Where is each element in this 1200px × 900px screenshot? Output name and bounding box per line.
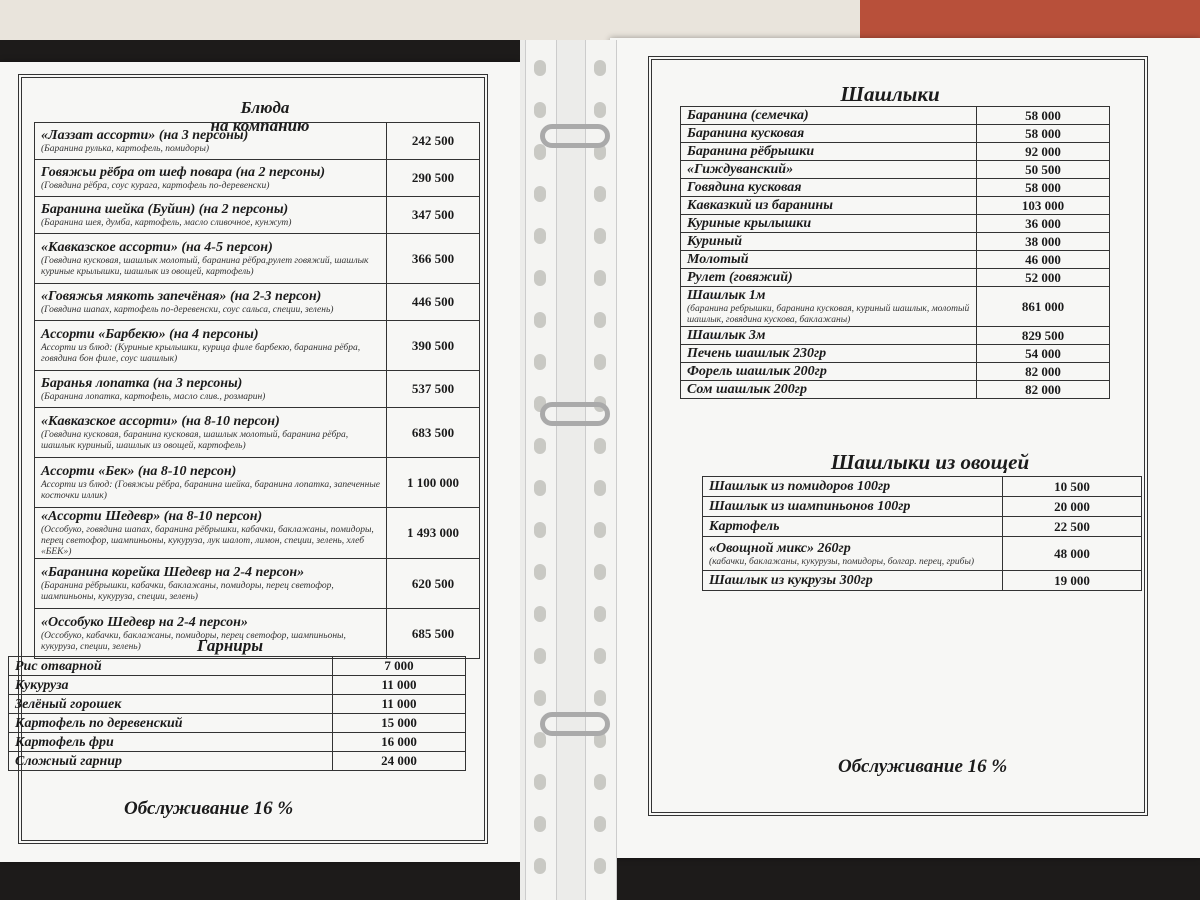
item-price: 50 500 — [977, 161, 1110, 179]
item-name: Картофель фри — [15, 734, 114, 750]
item-description: (Говядина рёбра, соус курага, картофель по-деревенски) — [41, 181, 270, 191]
punch-hole — [594, 354, 606, 370]
binder-ring — [540, 402, 610, 426]
veg-row — [703, 497, 1142, 517]
item-name: «Баранина корейка Шедевр на 2-4 персон» — [41, 565, 305, 580]
item-name: «Кавказское ассорти» (на 4-5 персон) — [41, 240, 273, 255]
punch-hole — [534, 606, 546, 622]
item-cell — [703, 497, 1003, 517]
kebab-row — [681, 345, 1110, 363]
punch-hole — [534, 732, 546, 748]
kebab-row — [681, 327, 1110, 345]
garnish-row — [9, 752, 466, 771]
item-name: Ассорти «Барбекю» (на 4 персоны) — [41, 327, 259, 342]
garnish-row — [9, 695, 466, 714]
punch-hole — [594, 522, 606, 538]
item-name: Баранина шейка (Буйин) (на 2 персоны) — [41, 202, 289, 217]
item-description: (Оссобуко, кабачки, баклажаны, помидоры, перец светофор, шампиньоны, кукуруза, специи, зелень) — [41, 631, 346, 652]
veg-row — [703, 571, 1142, 591]
combo-row — [35, 508, 480, 559]
item-price: 347 500 — [387, 197, 480, 234]
veg-row — [703, 517, 1142, 537]
punch-hole — [594, 228, 606, 244]
item-cell — [35, 123, 387, 160]
item-description: (Баранина рёбрышки, кабачки, баклажаны, помидоры, перец светофор, шампиньоны, кукуруза, специи, зелень) — [41, 581, 334, 602]
placemat — [860, 0, 1200, 40]
item-price: 16 000 — [333, 733, 466, 752]
item-price: 38 000 — [977, 233, 1110, 251]
punch-hole — [534, 228, 546, 244]
item-portion: (на 8-10 персон) — [177, 414, 280, 429]
item-cell — [681, 179, 977, 197]
item-price: 242 500 — [387, 123, 480, 160]
punch-hole — [534, 774, 546, 790]
item-portion: (на 2 персоны) — [232, 165, 326, 180]
item-price: 537 500 — [387, 371, 480, 408]
item-price: 7 000 — [333, 657, 466, 676]
item-name: Кукуруза — [15, 677, 69, 693]
item-description: (Говядина кусковая, баранина кусковая, шашлык молотый, баранина рёбра, шашлык куриный, шашлык из овощей, картофель) — [41, 430, 349, 451]
item-name: Печень шашлык 230гр — [687, 346, 827, 361]
kebab-row — [681, 197, 1110, 215]
item-name: Говядина кусковая — [687, 180, 802, 195]
kebab-row — [681, 363, 1110, 381]
item-price: 92 000 — [977, 143, 1110, 161]
binder-ring — [540, 124, 610, 148]
item-price: 11 000 — [333, 695, 466, 714]
item-name: Кавказкий из баранины — [687, 198, 833, 213]
kebab-row — [681, 107, 1110, 125]
item-cell — [35, 284, 387, 321]
item-cell — [703, 571, 1003, 591]
service-charge-left: Обслуживание 16 % — [124, 798, 294, 819]
kebab-row — [681, 287, 1110, 327]
punch-hole — [534, 564, 546, 580]
item-description: (кабачки, баклажаны, кукурузы, помидоры, болгар. перец, грибы) — [709, 556, 975, 567]
kebab-row — [681, 233, 1110, 251]
item-price: 20 000 — [1003, 497, 1142, 517]
item-cell — [703, 537, 1003, 571]
punched-strip — [585, 40, 617, 900]
item-cell — [35, 371, 387, 408]
item-portion: (на 2-3 персон) — [226, 289, 322, 304]
item-price: 46 000 — [977, 251, 1110, 269]
punch-hole — [534, 102, 546, 118]
item-name: Сложный гарнир — [15, 753, 123, 769]
item-price: 1 493 000 — [387, 508, 480, 559]
item-name: Куриные крылышки — [687, 216, 812, 231]
punch-hole — [534, 480, 546, 496]
item-description: (Баранина рулька, картофель, помидоры) — [41, 144, 210, 154]
item-price: 1 100 000 — [387, 458, 480, 508]
item-price: 390 500 — [387, 321, 480, 371]
punch-hole — [594, 438, 606, 454]
item-price: 290 500 — [387, 160, 480, 197]
garnish-row — [9, 714, 466, 733]
item-price: 82 000 — [977, 381, 1110, 399]
item-cell — [681, 125, 977, 143]
kebab-row — [681, 143, 1110, 161]
item-cell — [681, 269, 977, 287]
item-name: «Овощной микс» 260гр — [709, 540, 851, 556]
item-cell — [9, 714, 333, 733]
garnish-row — [9, 733, 466, 752]
item-name: Баранина (семечка) — [687, 108, 809, 123]
item-description: (Баранина шея, думба, картофель, масло сливочное, кунжут) — [41, 218, 292, 228]
combo-title-line2: на компанию — [210, 116, 310, 135]
punch-hole — [534, 270, 546, 286]
item-cell — [35, 508, 387, 559]
veg-kebab-table — [702, 476, 1142, 591]
item-price: 52 000 — [977, 269, 1110, 287]
punch-hole — [534, 438, 546, 454]
item-portion: (на 4 персоны) — [165, 327, 259, 342]
item-description: Ассорти из блюд: (Куриные крылышки, курица филе барбекю, баранина рёбра, говядина бон филе, соус шашлык) — [41, 343, 361, 364]
combo-title-line1: Блюда — [240, 98, 290, 117]
combo-row — [35, 160, 480, 197]
kebab-row — [681, 269, 1110, 287]
item-price: 48 000 — [1003, 537, 1142, 571]
punch-hole — [594, 690, 606, 706]
item-name: Шашлык 3м — [687, 328, 766, 343]
veg-row — [703, 537, 1142, 571]
item-description: (Оссобуко, говядина шапах, баранина рёбрышки, кабачки, баклажаны, помидоры, перец светофор, шампиньоны, кукуруза, лук шалот, лимон, специи, зелень, хлеб «БЕК») — [41, 525, 374, 557]
item-name: «Кавказское ассорти» (на 8-10 персон) — [41, 414, 280, 429]
item-price: 366 500 — [387, 234, 480, 284]
item-price: 10 500 — [1003, 477, 1142, 497]
combo-row — [35, 458, 480, 508]
item-cell — [9, 695, 333, 714]
item-price: 58 000 — [977, 125, 1110, 143]
item-name: Куриный — [687, 234, 742, 249]
item-cell — [681, 161, 977, 179]
veg-kebab-title: Шашлыки из овощей — [830, 450, 1030, 474]
punched-strip — [525, 40, 557, 900]
item-name: Шашлык 1м — [687, 288, 766, 303]
item-price: 829 500 — [977, 327, 1110, 345]
combo-row — [35, 371, 480, 408]
item-price: 19 000 — [1003, 571, 1142, 591]
combo-row — [35, 321, 480, 371]
item-name: «Лаззат ассорти» (на 3 персоны) — [41, 128, 249, 143]
item-cell — [681, 107, 977, 125]
garnish-row — [9, 676, 466, 695]
item-portion: (на 3 персоны) — [149, 376, 243, 391]
item-portion: (на 4-5 персон) — [177, 240, 273, 255]
item-cell — [35, 160, 387, 197]
item-price: 22 500 — [1003, 517, 1142, 537]
item-price: 683 500 — [387, 408, 480, 458]
combo-dishes-table — [34, 122, 480, 659]
item-cell — [35, 458, 387, 508]
kebab-row — [681, 179, 1110, 197]
punch-hole — [594, 60, 606, 76]
punch-hole — [594, 816, 606, 832]
garnish-title: Гарниры — [196, 636, 264, 655]
item-cell — [681, 327, 977, 345]
combo-row — [35, 234, 480, 284]
item-cell — [681, 363, 977, 381]
item-name: Рулет (говяжий) — [687, 270, 793, 285]
punch-hole — [534, 354, 546, 370]
item-cell — [35, 408, 387, 458]
service-charge-right: Обслуживание 16 % — [838, 756, 1008, 777]
item-portion: (на 8-10 персон) — [160, 509, 263, 524]
punch-hole — [594, 102, 606, 118]
item-description: (Говядина шапах, картофель по-деревенски, соус сальса, специи, зелень) — [41, 305, 334, 315]
item-name: «Ассорти Шедевр» (на 8-10 персон) — [41, 509, 263, 524]
item-name: Сом шашлык 200гр — [687, 382, 807, 397]
item-price: 861 000 — [977, 287, 1110, 327]
kebab-row — [681, 381, 1110, 399]
item-price: 24 000 — [333, 752, 466, 771]
punch-hole — [594, 564, 606, 580]
punch-hole — [594, 774, 606, 790]
item-price: 36 000 — [977, 215, 1110, 233]
item-cell — [681, 215, 977, 233]
punch-hole — [534, 144, 546, 160]
punch-hole — [534, 690, 546, 706]
punch-hole — [594, 186, 606, 202]
item-name: «Оссобуко Шедевр на 2-4 персон» — [41, 615, 248, 630]
item-cell — [35, 321, 387, 371]
item-portion: (на 8-10 персон) — [134, 464, 237, 479]
punch-hole — [534, 312, 546, 328]
item-cell — [35, 234, 387, 284]
punch-hole — [594, 312, 606, 328]
item-portion: (на 3 персоны) — [155, 128, 249, 143]
item-name: Зелёный горошек — [15, 696, 122, 712]
combo-row — [35, 197, 480, 234]
punch-hole — [534, 522, 546, 538]
garnish-row — [9, 657, 466, 676]
item-price: 685 500 — [387, 609, 480, 659]
item-price: 103 000 — [977, 197, 1110, 215]
kebab-row — [681, 125, 1110, 143]
item-name: Картофель по деревенский — [15, 715, 183, 731]
item-name: Баранина кусковая — [687, 126, 805, 141]
item-cell — [9, 733, 333, 752]
punch-hole — [534, 648, 546, 664]
punch-hole — [534, 816, 546, 832]
garnish-table — [8, 656, 466, 771]
item-name: Шашлык из кукрузы 300гр — [709, 573, 873, 588]
punch-hole — [594, 606, 606, 622]
item-name: Говяжьи рёбра от шеф повара (на 2 персоны) — [41, 165, 326, 180]
item-cell — [703, 517, 1003, 537]
item-cell — [681, 287, 977, 327]
item-name: Ассорти «Бек» (на 8-10 персон) — [41, 464, 237, 479]
punch-hole — [534, 858, 546, 874]
combo-row — [35, 559, 480, 609]
binder-ring — [540, 712, 610, 736]
item-cell — [681, 143, 977, 161]
punch-hole — [594, 858, 606, 874]
item-portion: (на 2 персоны) — [195, 202, 289, 217]
item-cell — [35, 197, 387, 234]
combo-row — [35, 123, 480, 160]
combo-row — [35, 284, 480, 321]
veg-row — [703, 477, 1142, 497]
item-price: 15 000 — [333, 714, 466, 733]
kebab-table — [680, 106, 1110, 399]
item-cell — [681, 381, 977, 399]
kebab-title: Шашлыки — [840, 82, 940, 106]
item-cell — [9, 752, 333, 771]
item-description: Ассорти из блюд: (Говяжьи рёбра, баранина шейка, баранина лопатка, запеченные косточки иллик) — [41, 480, 380, 501]
punch-hole — [534, 186, 546, 202]
item-name: Рис отварной — [15, 658, 102, 674]
item-name: Молотый — [687, 252, 749, 267]
item-description: (баранина ребрышки, баранина кусковая, куриный шашлык, молотый шашлык, говядина кускова, баклажаны) — [687, 304, 970, 325]
item-name: Форель шашлык 200гр — [687, 364, 827, 379]
punch-hole — [534, 60, 546, 76]
punch-hole — [594, 270, 606, 286]
item-price: 54 000 — [977, 345, 1110, 363]
item-name: Шашлык из шампиньонов 100гр — [709, 499, 911, 514]
item-name: Картофель — [709, 519, 780, 534]
item-price: 58 000 — [977, 107, 1110, 125]
item-cell — [35, 559, 387, 609]
punch-hole — [594, 648, 606, 664]
kebab-row — [681, 215, 1110, 233]
item-price: 446 500 — [387, 284, 480, 321]
punch-hole — [594, 480, 606, 496]
item-name: Баранина рёбрышки — [687, 144, 815, 159]
kebab-row — [681, 161, 1110, 179]
item-cell — [681, 233, 977, 251]
item-price: 82 000 — [977, 363, 1110, 381]
item-price: 620 500 — [387, 559, 480, 609]
item-cell — [9, 676, 333, 695]
item-name: Шашлык из помидоров 100гр — [709, 479, 891, 494]
item-cell — [703, 477, 1003, 497]
kebab-row — [681, 251, 1110, 269]
item-price: 58 000 — [977, 179, 1110, 197]
item-description: (Говядина кусковая, шашлык молотый, баранина рёбра,рулет говяжий, шашлык куриные крылышки, шашлык из овощей, картофель) — [41, 256, 369, 277]
item-name: «Гиждуванский» — [687, 162, 794, 177]
item-cell — [681, 197, 977, 215]
item-cell — [9, 657, 333, 676]
item-name: Баранья лопатка (на 3 персоны) — [41, 376, 243, 391]
item-cell — [681, 251, 977, 269]
item-cell — [681, 345, 977, 363]
item-description: (Баранина лопатка, картофель, масло слив., розмарин) — [41, 392, 266, 402]
item-price: 11 000 — [333, 676, 466, 695]
combo-row — [35, 408, 480, 458]
item-name: «Говяжья мякоть запечёная» (на 2-3 персон) — [41, 289, 322, 304]
